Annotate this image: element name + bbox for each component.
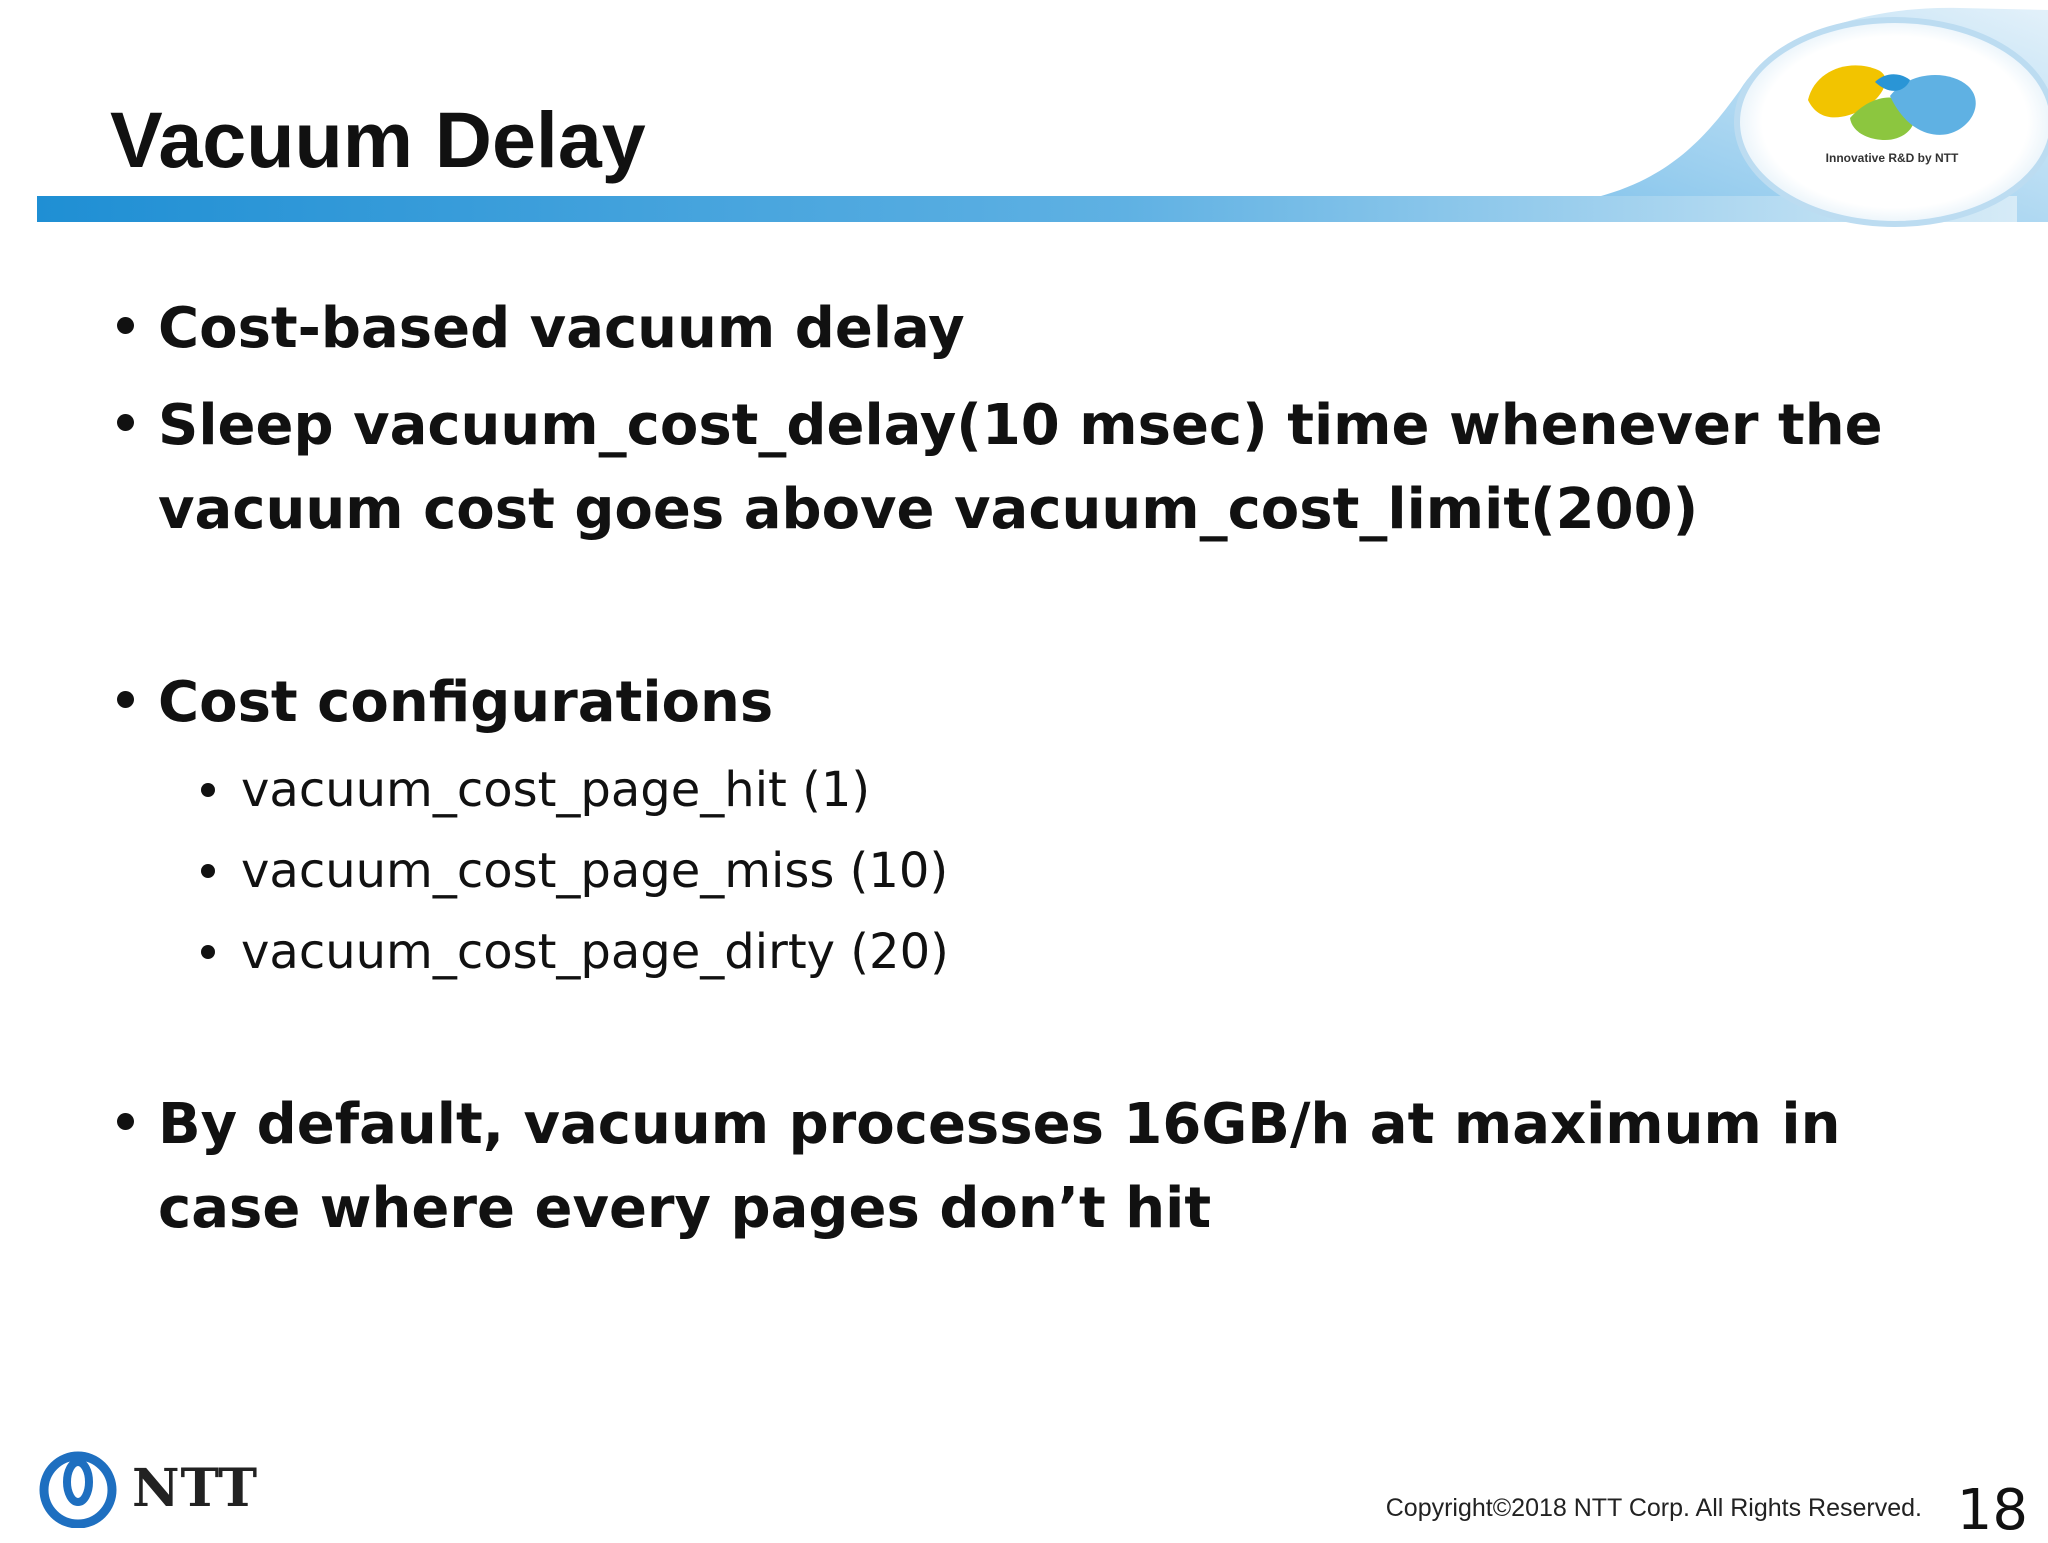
bullet-dot-icon — [117, 1113, 134, 1130]
bullet-text: Cost configurations — [158, 670, 774, 735]
page-number: 18 — [1956, 1478, 2028, 1543]
bullet-item — [117, 384, 1958, 552]
bullet-dot-icon — [117, 691, 134, 708]
bullet-item — [117, 661, 1958, 745]
logo-tagline: Innovative R&D by NTT — [1825, 151, 1959, 165]
sub-bullet-item — [201, 760, 1941, 820]
bullet-item — [117, 1083, 1958, 1251]
sub-bullet-dot-icon — [201, 783, 215, 797]
bullet-text: Sleep vacuum_cost_delay(10 msec) time whenever the vacuum cost goes above vacuum_cost_limit(200) — [158, 393, 1883, 542]
slide-title: Vacuum Delay — [110, 95, 646, 184]
sub-bullet-item — [201, 841, 1941, 901]
bullet-item — [117, 287, 1958, 371]
sub-bullet-dot-icon — [201, 864, 215, 878]
sub-bullet-text: vacuum_cost_page_dirty (20) — [241, 924, 949, 980]
bullet-text: Cost-based vacuum delay — [158, 296, 965, 361]
sub-bullet-text: vacuum_cost_page_hit (1) — [241, 762, 871, 818]
header-band — [37, 196, 2017, 222]
bullet-dot-icon — [117, 414, 134, 431]
sub-bullet-text: vacuum_cost_page_miss (10) — [241, 843, 949, 899]
sub-bullet-dot-icon — [201, 945, 215, 959]
sub-bullet-item — [201, 922, 1941, 982]
ntt-logo-text: NTT — [132, 1458, 259, 1519]
bullet-dot-icon — [117, 317, 134, 334]
bullet-text: By default, vacuum processes 16GB/h at maximum in case where every pages don’t hit — [158, 1092, 1841, 1241]
copyright-notice: Copyright©2018 NTT Corp. All Rights Reserved. — [1385, 1494, 1922, 1522]
